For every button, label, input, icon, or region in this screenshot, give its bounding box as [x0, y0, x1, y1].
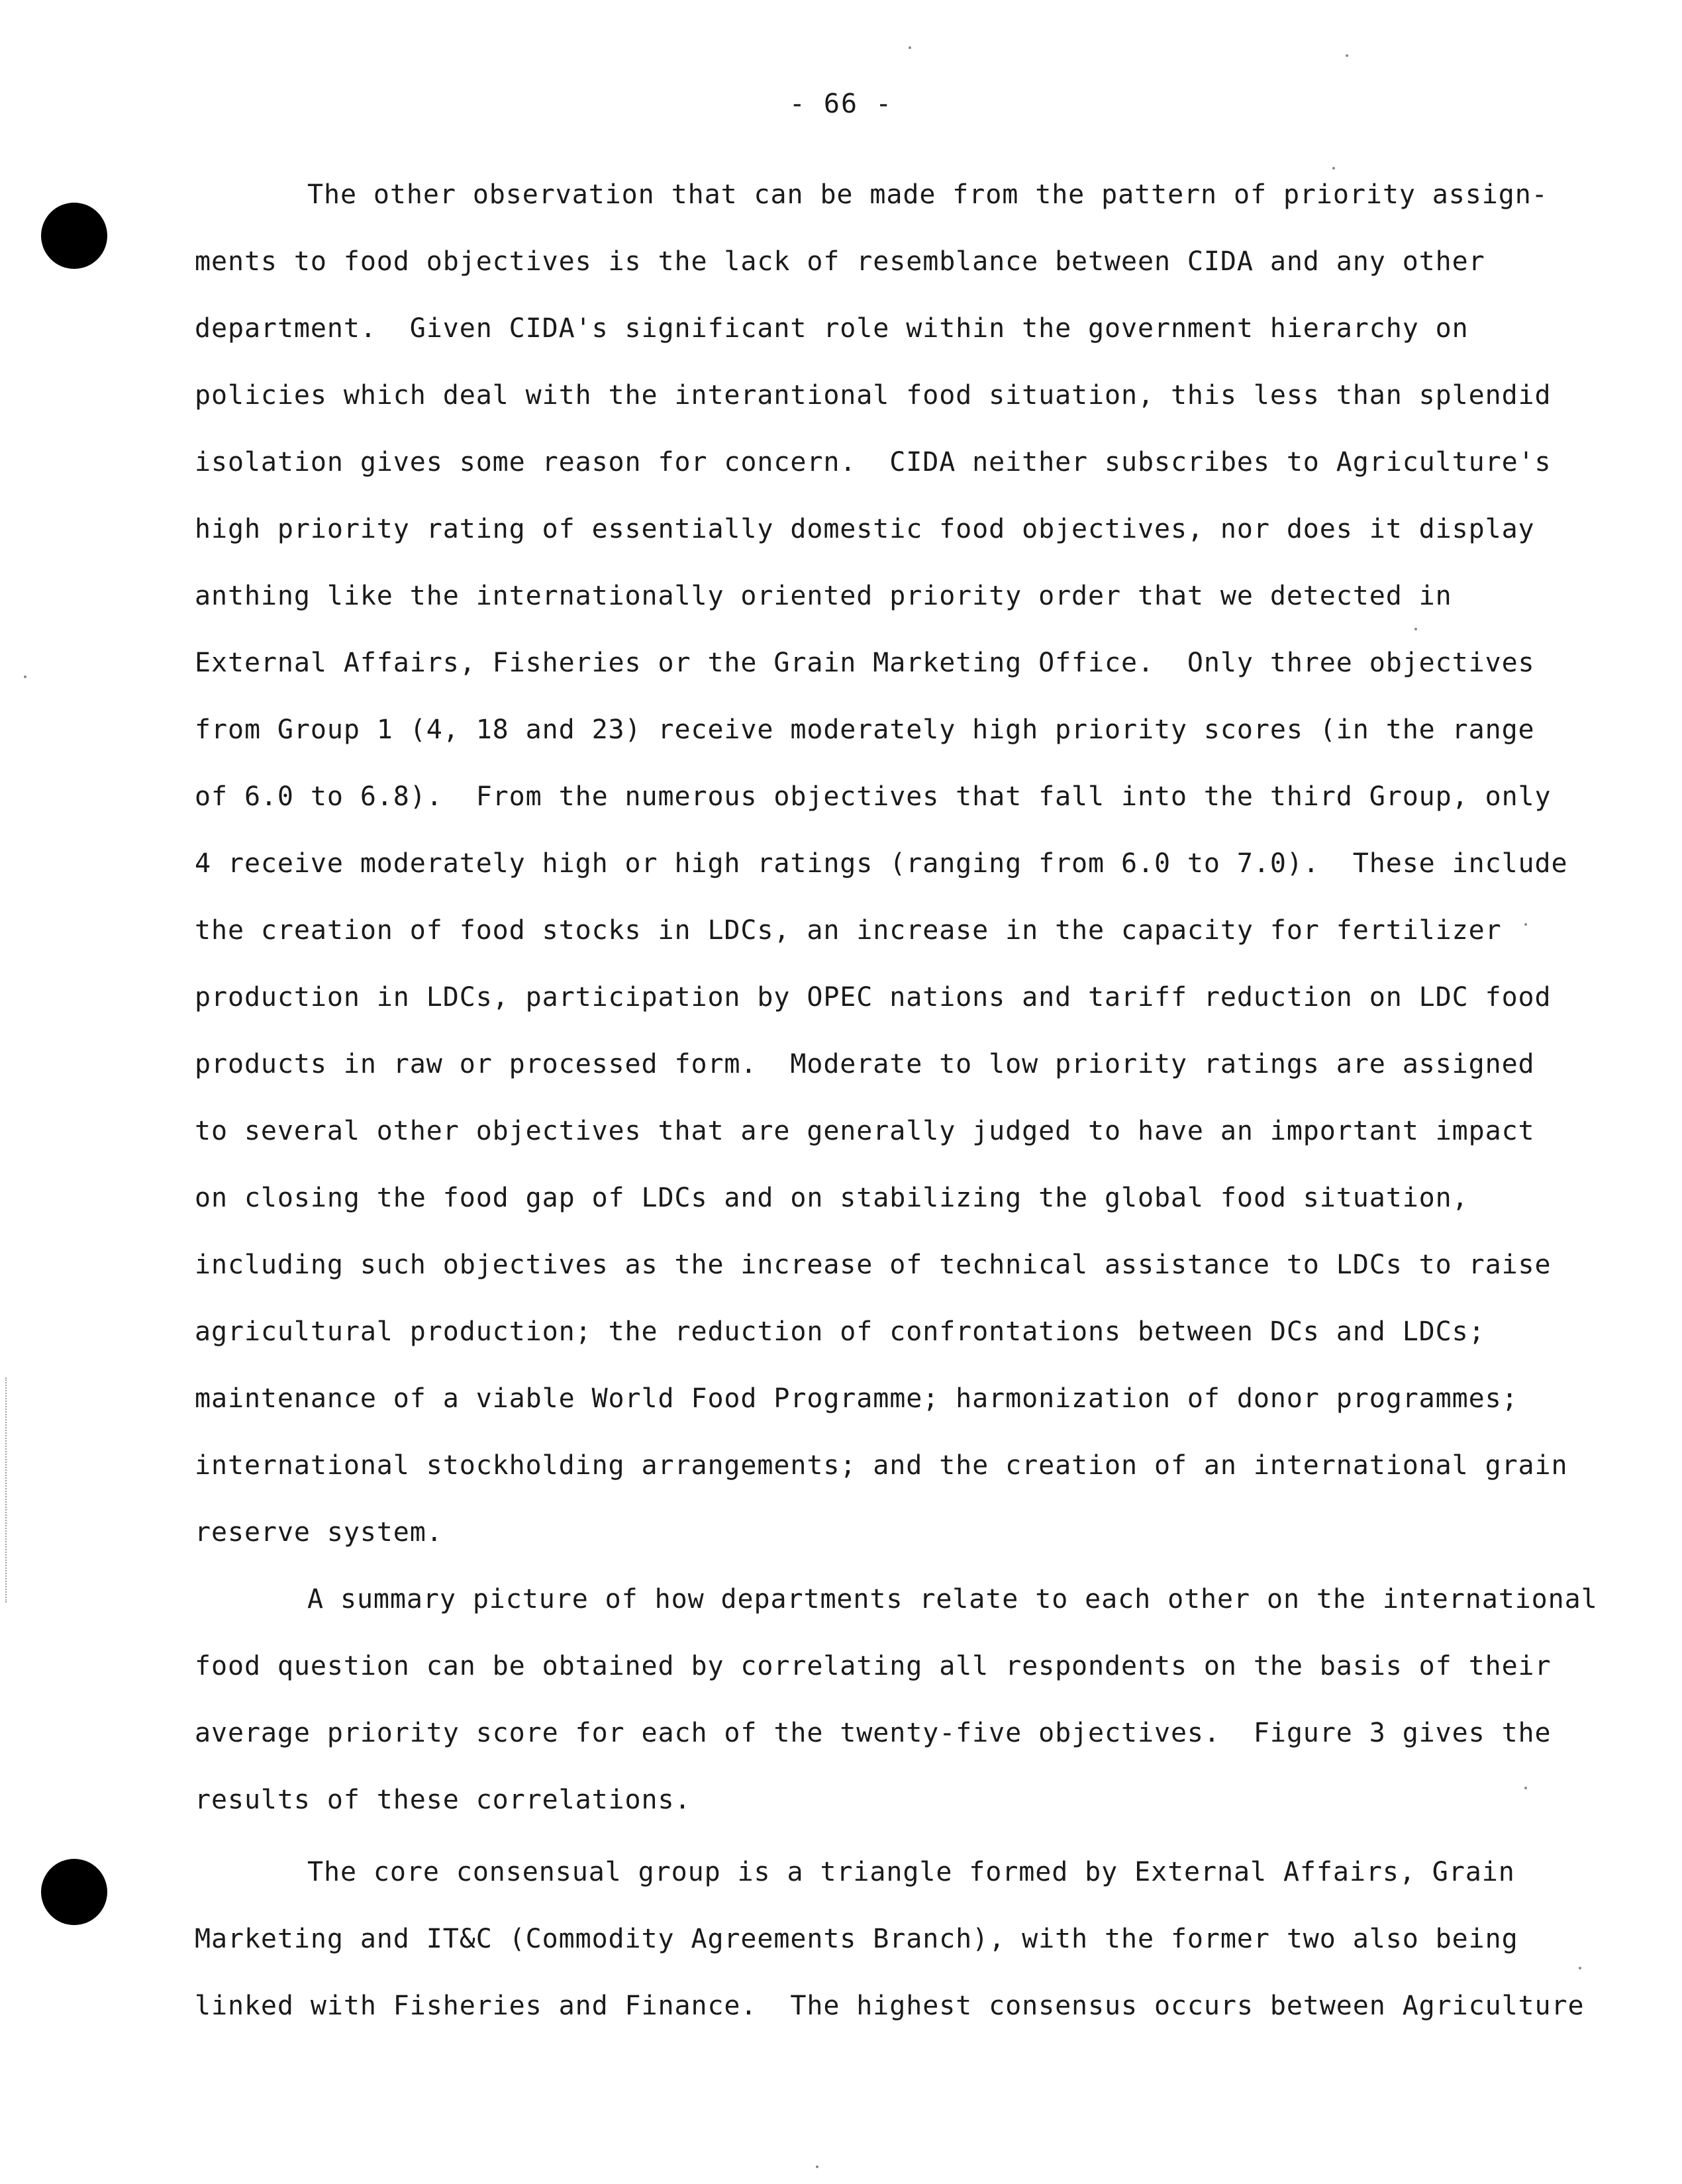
text-line: A summary picture of how departments relate to each other on the international: [307, 1584, 1598, 1614]
text-line: linked with Fisheries and Finance. The highest consensus occurs between Agriculture: [195, 1991, 1585, 2021]
scan-speck: [1579, 1967, 1581, 1969]
scan-speck: [1524, 923, 1527, 926]
text-line: ments to food objectives is the lack of resemblance between CIDA and any other: [195, 246, 1485, 277]
text-line: External Affairs, Fisheries or the Grain Marketing Office. Only three objectives: [195, 648, 1535, 678]
text-line: products in raw or processed form. Moderate to low priority ratings are assigned: [195, 1049, 1535, 1079]
text-line: to several other objectives that are generally judged to have an important impact: [195, 1116, 1535, 1146]
text-line: anthing like the internationally oriented priority order that we detected in: [195, 581, 1452, 611]
text-line: from Group 1 (4, 18 and 23) receive moderately high priority scores (in the range: [195, 715, 1535, 745]
scan-speck: [1414, 628, 1417, 630]
text-line: the creation of food stocks in LDCs, an increase in the capacity for fertilizer: [195, 915, 1502, 946]
text-line: on closing the food gap of LDCs and on stabilizing the global food situation,: [195, 1183, 1469, 1213]
text-line: high priority rating of essentially domestic food objectives, nor does it display: [195, 514, 1535, 544]
text-line: including such objectives as the increase of technical assistance to LDCs to raise: [195, 1250, 1552, 1280]
scan-speck: [1346, 54, 1348, 57]
text-line: of 6.0 to 6.8). From the numerous objectives that fall into the third Group, only: [195, 781, 1552, 812]
text-line: 4 receive moderately high or high ratings (ranging from 6.0 to 7.0). These include: [195, 848, 1568, 879]
text-line: The other observation that can be made from the pattern of priority assign-: [307, 179, 1548, 210]
scan-speck: [1332, 167, 1335, 170]
scan-speck: [816, 2165, 818, 2168]
punch-hole-top: [41, 203, 107, 269]
scan-speck: [24, 675, 26, 678]
text-line: average priority score for each of the twenty-five objectives. Figure 3 gives the: [195, 1718, 1552, 1748]
scan-speck: [909, 46, 911, 49]
text-line: agricultural production; the reduction of confrontations between DCs and LDCs;: [195, 1316, 1485, 1347]
binding-edge-marks: [5, 1377, 9, 1603]
text-line: Marketing and IT&C (Commodity Agreements Branch), with the former two also being: [195, 1924, 1518, 1954]
body-text: [195, 162, 1618, 2040]
text-line: department. Given CIDA's significant role within the government hierarchy on: [195, 313, 1469, 344]
paragraph-3: [195, 1839, 1618, 2040]
text-line: food question can be obtained by correlating all respondents on the basis of their: [195, 1651, 1552, 1681]
paragraph-1: [195, 162, 1618, 1566]
text-line: results of these correlations.: [195, 1785, 691, 1815]
scan-speck: [1524, 1787, 1527, 1789]
text-line: isolation gives some reason for concern. CIDA neither subscribes to Agriculture's: [195, 447, 1552, 477]
text-line: maintenance of a viable World Food Programme; harmonization of donor programmes;: [195, 1383, 1518, 1414]
paragraph-2: [195, 1566, 1618, 1834]
text-line: reserve system.: [195, 1517, 443, 1548]
text-line: policies which deal with the interantional food situation, this less than splendid: [195, 380, 1552, 411]
text-line: international stockholding arrangements; and the creation of an international grain: [195, 1450, 1568, 1481]
text-line: The core consensual group is a triangle formed by External Affairs, Grain: [307, 1857, 1515, 1887]
page-number: - 66 -: [789, 89, 893, 119]
text-line: production in LDCs, participation by OPEC nations and tariff reduction on LDC food: [195, 982, 1552, 1013]
punch-hole-bottom: [41, 1859, 107, 1925]
